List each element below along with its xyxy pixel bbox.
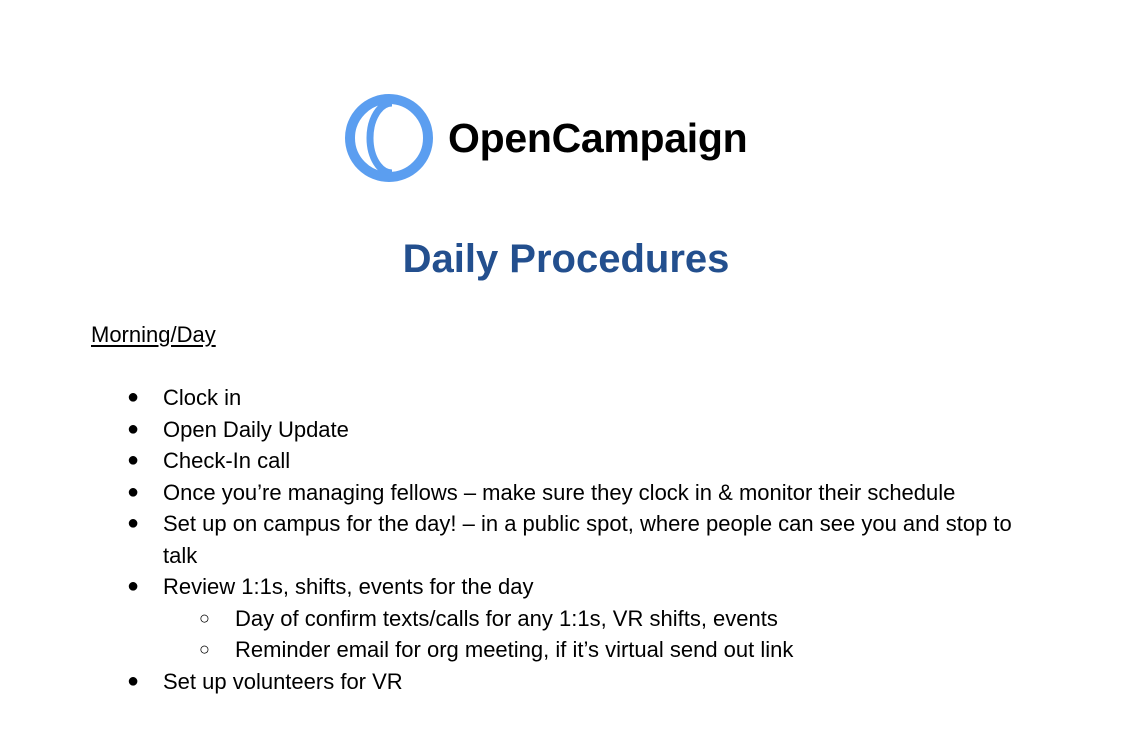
hollow-bullet-icon: ○ (199, 639, 210, 659)
hollow-bullet-icon: ○ (199, 607, 210, 628)
sub-list-item (163, 634, 1022, 666)
bullet-icon: ● (127, 449, 140, 471)
list-item-text: Check-In call (163, 448, 291, 473)
list-item-text: Set up on campus for the day! – in a public spot, where people can see you and stop to talk (163, 511, 1012, 568)
bullet-icon: ● (127, 417, 140, 440)
bullet-icon: ● (127, 575, 140, 597)
list-item (0, 445, 1132, 477)
sub-list-item-text: Day of confirm texts/calls for any 1:1s, VR shifts, events (235, 605, 778, 631)
sub-list-item (163, 603, 1022, 635)
logo-wordmark: OpenCampaign (448, 114, 748, 161)
list-item (0, 571, 1132, 666)
bullet-icon: ● (127, 669, 140, 692)
page-title: Daily Procedures (402, 237, 730, 281)
list-item-text: Once you’re managing fellows – make sure they clock in & monitor their schedule (163, 479, 956, 505)
bullet-icon: ● (127, 386, 140, 408)
list-item (0, 477, 1132, 509)
procedure-list (0, 382, 1132, 697)
list-item (0, 414, 1132, 446)
list-item-text: Open Daily Update (163, 416, 349, 442)
sub-list-item-text: Reminder email for org meeting, if it’s virtual send out link (235, 637, 794, 662)
list-item (0, 382, 1132, 414)
bullet-icon: ● (127, 512, 140, 534)
list-item (0, 508, 1132, 571)
list-item (0, 666, 1132, 698)
opencampaign-logo (344, 92, 747, 184)
opencampaign-ring-icon (344, 93, 434, 183)
section-heading: Morning/Day (91, 322, 216, 347)
list-item-text: Clock in (163, 385, 242, 410)
sub-list (163, 603, 1022, 666)
bullet-icon: ● (127, 480, 140, 503)
list-item-text: Set up volunteers for VR (163, 668, 403, 694)
list-item-text: Review 1:1s, shifts, events for the day (163, 574, 534, 599)
